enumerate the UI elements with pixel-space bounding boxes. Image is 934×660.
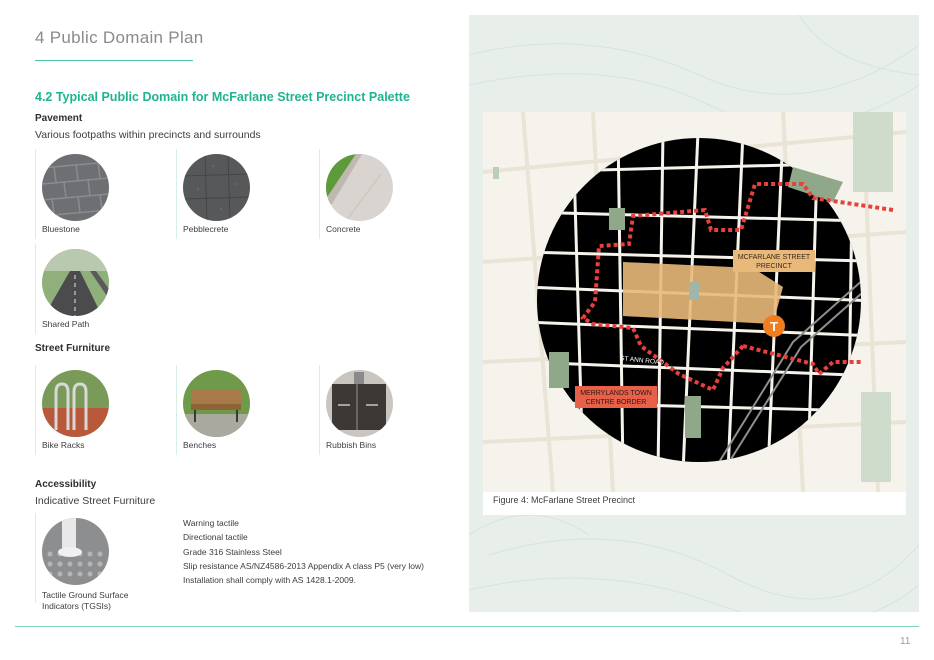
shared-path-image (42, 249, 109, 316)
tgsi-label-line: Tactile Ground Surface (42, 590, 129, 600)
furniture-item-rubbish-bins (319, 365, 429, 455)
page-number: 11 (900, 636, 911, 647)
item-divider (176, 365, 177, 455)
map-card (483, 112, 906, 515)
figure-caption: Figure 4: McFarlane Street Precinct (493, 495, 636, 505)
furniture-item-bike-racks (35, 365, 145, 455)
item-label: Bluestone (42, 224, 80, 234)
pavement-heading: Pavement (35, 113, 83, 124)
page-section-title: 4 Public Domain Plan (35, 28, 204, 47)
item-divider (35, 149, 36, 239)
spec-line: Installation shall comply with AS 1428.1-2009. (183, 575, 356, 586)
spec-line: Directional tactile (183, 532, 248, 543)
precinct-label-line: PRECINCT (756, 263, 792, 270)
item-label: Bike Racks (42, 440, 85, 450)
pavement-description: Various footpaths within precincts and surrounds (35, 129, 261, 141)
pavement-item-pebblecrete (176, 149, 286, 239)
item-divider (35, 513, 36, 603)
border-label-line: MERRYLANDS TOWN (580, 390, 652, 397)
border-label-line: CENTRE BORDER (585, 399, 647, 406)
accessibility-heading: Accessibility (35, 479, 97, 490)
tgsi-image (42, 518, 109, 585)
spec-line: Warning tactile (183, 518, 239, 528)
spec-line: Grade 316 Stainless Steel (183, 546, 282, 557)
item-divider (35, 365, 36, 455)
station-symbol: T (770, 319, 778, 334)
item-label: Shared Path (42, 319, 90, 329)
tgsi-label-line: Indicators (TGSIs) (42, 601, 111, 611)
item-label: Rubbish Bins (326, 440, 377, 450)
title-underline (35, 60, 193, 61)
item-divider (319, 365, 320, 455)
furniture-heading: Street Furniture (35, 343, 111, 354)
benches-image (183, 370, 250, 437)
accessibility-item-tgsi (35, 513, 175, 613)
pebblecrete-image (183, 154, 250, 221)
bluestone-image (42, 154, 109, 221)
pavement-item-shared-path (35, 244, 145, 334)
item-label: Pebblecrete (183, 224, 229, 234)
item-divider (35, 244, 36, 334)
precinct-label-line: MCFARLANE STREET (737, 254, 811, 261)
item-label: Benches (183, 440, 217, 450)
tgsi-label (42, 590, 128, 612)
footer-rule (15, 626, 919, 627)
pavement-item-concrete (319, 149, 429, 239)
concrete-image (326, 154, 393, 221)
rubbish-bins-image (326, 370, 393, 437)
item-divider (319, 149, 320, 239)
tgsi-specs (183, 516, 424, 587)
bike-racks-image (42, 370, 109, 437)
page-subtitle: 4.2 Typical Public Domain for McFarlane Street Precinct Palette (35, 90, 410, 104)
pavement-item-bluestone (35, 149, 145, 239)
spec-line: Slip resistance AS/NZ4586-2013 Appendix A class P5 (very low) (183, 560, 424, 571)
item-label: Concrete (326, 224, 361, 234)
street-label: ST ANN ROAD (619, 355, 665, 367)
precinct-map (483, 112, 906, 492)
accessibility-description: Indicative Street Furniture (35, 495, 156, 507)
item-divider (176, 149, 177, 239)
furniture-item-benches (176, 365, 286, 455)
